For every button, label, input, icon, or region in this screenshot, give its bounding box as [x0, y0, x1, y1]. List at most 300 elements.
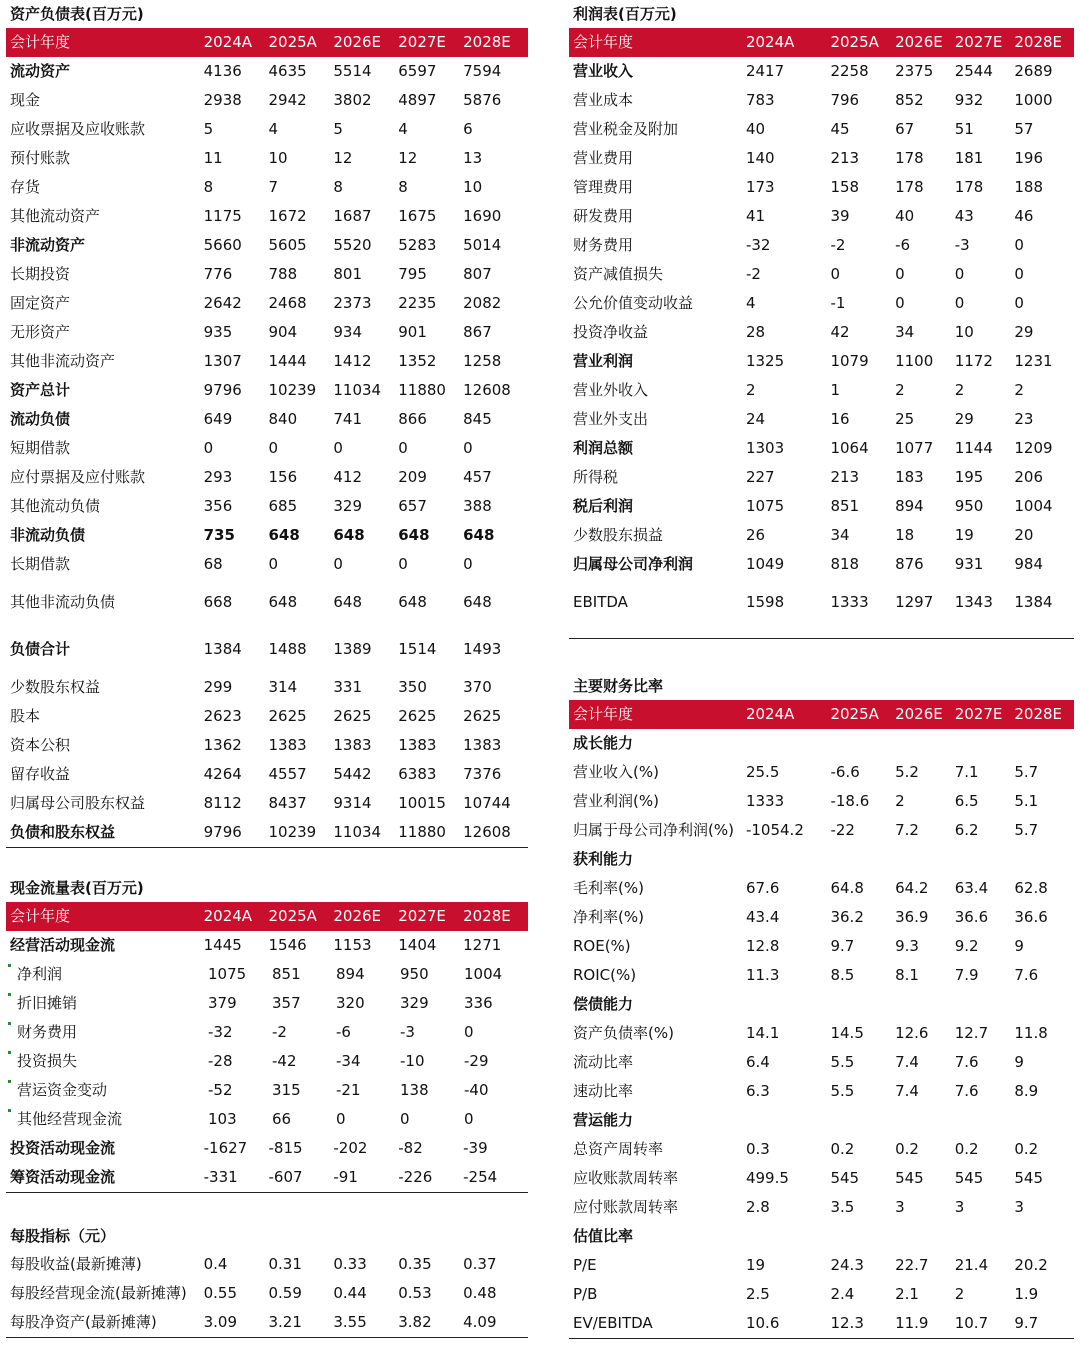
table-row — [569, 1280, 1074, 1309]
cell-value: 5 — [203, 120, 214, 138]
cell-value: 499.5 — [745, 1169, 789, 1187]
cell-value: 741 — [333, 410, 363, 428]
header-year: 2025A — [268, 907, 317, 925]
cell-value: 2689 — [1014, 62, 1053, 80]
cell-value: 3 — [954, 1198, 965, 1216]
cell-value: 350 — [398, 678, 427, 696]
cell-value: 2625 — [333, 707, 372, 725]
cell-value: 0.33 — [333, 1255, 367, 1273]
cell-value: 648 — [463, 593, 492, 611]
row-label: 非流动资产 — [10, 236, 86, 254]
row-label: 净利率(%) — [573, 908, 644, 926]
row-label: 应收账款周转率 — [573, 1169, 679, 1187]
cell-value: 1383 — [333, 736, 372, 754]
cell-value: 2.4 — [830, 1285, 855, 1303]
cell-value: 0.48 — [463, 1284, 497, 1302]
cell-value: 4 — [745, 294, 756, 312]
cell-value: 43.4 — [745, 908, 780, 926]
cell-value: 41 — [745, 207, 766, 225]
table-row — [6, 818, 528, 848]
cell-value: 545 — [895, 1169, 924, 1187]
cell-value: 1546 — [268, 936, 307, 954]
per-share-title: 每股指标（元） — [10, 1227, 116, 1245]
cell-value: 12.6 — [895, 1024, 929, 1042]
table-row — [6, 173, 528, 202]
table-row — [6, 434, 528, 463]
cell-value: 173 — [745, 178, 775, 196]
table-row — [6, 86, 528, 115]
cell-value: -32 — [208, 1023, 233, 1041]
cell-value: 22.7 — [895, 1256, 929, 1274]
row-label: 其他流动资产 — [10, 207, 101, 225]
table-row — [569, 1135, 1074, 1164]
cell-value: 10 — [268, 149, 288, 167]
table-row — [6, 1076, 528, 1105]
row-label: 资产总计 — [10, 381, 71, 399]
cell-value: 6597 — [398, 62, 437, 80]
cell-value: 10 — [954, 323, 974, 341]
cell-value: 894 — [336, 965, 365, 983]
cell-value: 6.3 — [745, 1082, 770, 1100]
cell-value: 18 — [895, 526, 915, 544]
cell-value: -52 — [208, 1081, 233, 1099]
cell-value: 21.4 — [954, 1256, 989, 1274]
cell-value: 1383 — [268, 736, 307, 754]
cell-value: 3.21 — [268, 1313, 302, 1331]
cell-value: 11.9 — [895, 1314, 929, 1332]
cell-value: -2 — [745, 265, 761, 283]
cell-value: 6.5 — [954, 792, 979, 810]
cell-value: 935 — [203, 323, 233, 341]
cell-value: 648 — [268, 526, 300, 544]
cell-value: 735 — [203, 526, 235, 544]
cell-value: 9.2 — [954, 937, 979, 955]
table-row — [569, 434, 1074, 463]
cell-value: 1258 — [463, 352, 502, 370]
cell-value: 0.2 — [895, 1140, 919, 1158]
cell-value: -1627 — [203, 1139, 248, 1157]
header-year: 2027E — [954, 705, 1003, 723]
cell-value: 4635 — [268, 62, 307, 80]
row-label: 营业成本 — [573, 91, 634, 109]
cell-value: 5514 — [333, 62, 372, 80]
cell-value: 23 — [1014, 410, 1034, 428]
table-row — [569, 57, 1074, 86]
cell-value: 7.2 — [895, 821, 919, 839]
cell-value: 2623 — [203, 707, 242, 725]
balance-sheet-panel — [6, 0, 528, 848]
ratios-panel — [569, 672, 1074, 1339]
cell-value: 11034 — [333, 381, 382, 399]
cell-value: 2235 — [398, 294, 437, 312]
cell-value: 0 — [333, 555, 343, 573]
cell-value: 1144 — [954, 439, 993, 457]
cell-value: 1687 — [333, 207, 372, 225]
row-label: 经营活动现金流 — [10, 936, 116, 954]
table-row — [6, 1047, 528, 1076]
cell-value: 336 — [464, 994, 493, 1012]
cell-value: 845 — [463, 410, 492, 428]
cell-value: 158 — [830, 178, 860, 196]
table-row — [6, 579, 528, 626]
row-label: 营业利润 — [573, 352, 634, 370]
cell-value: 1271 — [463, 936, 502, 954]
row-label: 管理费用 — [573, 178, 634, 196]
row-label: 其他经营现金流 — [6, 1105, 208, 1134]
cell-value: 2082 — [463, 294, 502, 312]
cell-value: 12.8 — [745, 937, 780, 955]
cell-value: 0.44 — [333, 1284, 367, 1302]
cell-value: 2258 — [830, 62, 869, 80]
cell-value: 7 — [268, 178, 279, 196]
cell-value: -331 — [203, 1168, 238, 1186]
row-label: 偿债能力 — [573, 995, 634, 1013]
cell-value: 894 — [895, 497, 924, 515]
ratios-title: 主要财务比率 — [573, 677, 664, 695]
row-label: 无形资产 — [10, 323, 71, 341]
cell-value: 0 — [463, 555, 473, 573]
cell-value: 1307 — [203, 352, 242, 370]
cell-value: 0 — [954, 294, 965, 312]
row-label: 存货 — [10, 178, 41, 196]
header-year: 2028E — [1014, 705, 1063, 723]
cell-value: 685 — [268, 497, 298, 515]
income-statement-header — [569, 28, 1074, 57]
cell-value: 8 — [333, 178, 343, 196]
table-row — [6, 202, 528, 231]
cell-value: -10 — [400, 1052, 425, 1070]
cell-value: -202 — [333, 1139, 368, 1157]
cell-value: 3.55 — [333, 1313, 367, 1331]
cell-value: 796 — [830, 91, 860, 109]
cell-value: 795 — [398, 265, 427, 283]
row-label: 营业利润(%) — [573, 792, 659, 810]
header-year: 2028E — [1014, 33, 1063, 51]
cell-value: 183 — [895, 468, 924, 486]
cell-value: 545 — [954, 1169, 984, 1187]
cell-value: 7376 — [463, 765, 502, 783]
cell-value: 57 — [1014, 120, 1034, 138]
cell-value: 851 — [830, 497, 860, 515]
row-label: 研发费用 — [573, 207, 634, 225]
cell-value: 320 — [336, 994, 365, 1012]
cell-value: 0 — [1014, 265, 1024, 283]
balance-sheet-title: 资产负债表(百万元) — [10, 5, 144, 23]
table-row — [569, 202, 1074, 231]
cell-value: 45 — [830, 120, 850, 138]
row-label: 营业收入 — [573, 62, 634, 80]
cell-value: 1303 — [745, 439, 785, 457]
cell-value: 20 — [1014, 526, 1034, 544]
table-row — [6, 1250, 528, 1279]
table-row — [569, 787, 1074, 816]
row-label: 非流动负债 — [10, 526, 86, 544]
cell-value: 1 — [830, 381, 841, 399]
table-row — [6, 376, 528, 405]
cell-value: 2.8 — [745, 1198, 770, 1216]
row-label: 营业费用 — [573, 149, 634, 167]
cell-value: 11034 — [333, 823, 382, 841]
header-year: 2028E — [463, 907, 511, 925]
cell-value: 5605 — [268, 236, 307, 254]
cell-value: 329 — [400, 994, 429, 1012]
table-row — [6, 57, 528, 86]
cell-value: 314 — [268, 678, 298, 696]
cell-value: 10239 — [268, 381, 317, 399]
cell-value: 379 — [208, 994, 237, 1012]
cell-value: 51 — [954, 120, 974, 138]
cell-value: 4897 — [398, 91, 437, 109]
row-label: 税后利润 — [573, 497, 634, 515]
cell-value: 1514 — [398, 640, 437, 658]
row-label: 应付票据及应付账款 — [10, 468, 146, 486]
cell-value: 2.5 — [745, 1285, 770, 1303]
cell-value: -21 — [336, 1081, 361, 1099]
cell-value: 9314 — [333, 794, 372, 812]
cell-value: 12.3 — [830, 1314, 864, 1332]
cell-value: 5.5 — [830, 1082, 855, 1100]
row-label: 获利能力 — [573, 850, 634, 868]
cell-value: 648 — [398, 526, 430, 544]
cell-value: -6.6 — [830, 763, 860, 781]
cell-value: 0 — [333, 439, 343, 457]
table-row — [569, 990, 1074, 1019]
cell-value: 1384 — [203, 640, 242, 658]
cell-value: 3.09 — [203, 1313, 238, 1331]
cell-value: 28 — [745, 323, 766, 341]
row-label: 流动资产 — [10, 62, 71, 80]
row-label: 资产负债率(%) — [573, 1024, 674, 1042]
cell-value: 5.7 — [1014, 763, 1039, 781]
cell-value: 10239 — [268, 823, 317, 841]
cell-value: 0.3 — [745, 1140, 770, 1158]
cell-value: 648 — [268, 593, 298, 611]
cell-value: 39 — [830, 207, 850, 225]
cell-value: 851 — [272, 965, 301, 983]
cell-value: 62.8 — [1014, 879, 1048, 897]
table-row — [569, 874, 1074, 903]
cell-value: 0.2 — [954, 1140, 979, 1158]
cell-value: 1075 — [208, 965, 247, 983]
cell-value: 24 — [745, 410, 766, 428]
cell-value: 227 — [745, 468, 775, 486]
cell-value: -39 — [463, 1139, 488, 1157]
cash-flow-title: 现金流量表(百万元) — [10, 879, 144, 897]
cell-value: 9.3 — [895, 937, 919, 955]
header-year: 2025A — [830, 33, 879, 51]
cell-value: 64.2 — [895, 879, 929, 897]
cell-value: 1672 — [268, 207, 307, 225]
cell-value: 213 — [830, 468, 860, 486]
cell-value: 2417 — [745, 62, 785, 80]
cell-value: 5.5 — [830, 1053, 855, 1071]
cell-value: 1209 — [1014, 439, 1053, 457]
cell-value: 3 — [895, 1198, 905, 1216]
cell-value: 140 — [745, 149, 775, 167]
row-label: 固定资产 — [10, 294, 71, 312]
table-row — [6, 673, 528, 702]
cell-value: -28 — [208, 1052, 233, 1070]
row-label: 公允价值变动收益 — [573, 294, 694, 312]
row-label: 归属母公司净利润 — [573, 555, 694, 573]
cell-value: 852 — [895, 91, 924, 109]
cell-value: 16 — [830, 410, 850, 428]
row-label: 现金 — [10, 91, 41, 109]
cell-value: 195 — [954, 468, 984, 486]
cell-value: 10015 — [398, 794, 446, 812]
table-row — [6, 1279, 528, 1308]
header-year: 2024A — [203, 33, 253, 51]
cell-value: 7.4 — [895, 1082, 919, 1100]
cell-value: 0 — [1014, 294, 1024, 312]
cell-value: 1004 — [464, 965, 503, 983]
table-row — [6, 144, 528, 173]
cell-value: -18.6 — [830, 792, 870, 810]
table-row — [6, 463, 528, 492]
row-label: 折旧摊销 — [6, 989, 208, 1018]
cell-value: 138 — [400, 1081, 429, 1099]
cell-value: 783 — [745, 91, 775, 109]
cell-value: 1444 — [268, 352, 307, 370]
cell-value: 2.1 — [895, 1285, 919, 1303]
table-row — [569, 961, 1074, 990]
table-row — [569, 1077, 1074, 1106]
cell-value: 0 — [398, 555, 408, 573]
cell-value: 0.59 — [268, 1284, 302, 1302]
cell-value: 20.2 — [1014, 1256, 1048, 1274]
cell-value: 1175 — [203, 207, 242, 225]
cell-value: 9 — [1014, 1053, 1024, 1071]
row-label: 筹资活动现金流 — [10, 1168, 116, 1186]
cell-value: 867 — [463, 323, 492, 341]
per-share-body — [6, 1250, 528, 1338]
row-label: 每股经营现金流(最新摊薄) — [10, 1284, 187, 1302]
cell-value: 1049 — [745, 555, 785, 573]
cell-value: 8112 — [203, 794, 242, 812]
header-year: 2027E — [398, 33, 446, 51]
balance-sheet-body — [6, 57, 528, 848]
table-row — [569, 289, 1074, 318]
cell-value: 840 — [268, 410, 298, 428]
cell-value: 1383 — [398, 736, 437, 754]
header-year: 2027E — [954, 33, 1003, 51]
cell-value: 4557 — [268, 765, 307, 783]
ratios-header — [569, 700, 1074, 729]
cell-value: 0 — [895, 294, 905, 312]
row-label: 每股净资产(最新摊薄) — [10, 1313, 157, 1331]
cell-value: 11.8 — [1014, 1024, 1048, 1042]
cell-value: 0.4 — [203, 1255, 228, 1273]
cell-value: 40 — [745, 120, 766, 138]
cell-value: -1 — [830, 294, 846, 312]
cell-value: 950 — [954, 497, 984, 515]
cell-value: 1172 — [954, 352, 993, 370]
table-row — [6, 260, 528, 289]
cell-value: 5442 — [333, 765, 372, 783]
cell-value: 0 — [268, 555, 279, 573]
cell-value: 1343 — [954, 593, 993, 611]
cell-value: 5283 — [398, 236, 437, 254]
cell-value: -2 — [272, 1023, 287, 1041]
cell-value: 2375 — [895, 62, 934, 80]
cell-value: -607 — [268, 1168, 303, 1186]
cell-value: 0 — [400, 1110, 410, 1128]
row-label: 营业收入(%) — [573, 763, 659, 781]
cell-value: 329 — [333, 497, 363, 515]
cell-value: 866 — [398, 410, 427, 428]
row-label: 短期借款 — [10, 439, 71, 457]
cell-value: 5.2 — [895, 763, 919, 781]
table-row — [569, 1019, 1074, 1048]
cell-value: 0 — [336, 1110, 346, 1128]
row-label: 财务费用 — [6, 1018, 208, 1047]
cell-value: 1000 — [1014, 91, 1053, 109]
table-row — [569, 550, 1074, 579]
row-label: 所得税 — [573, 468, 619, 486]
cell-value: 26 — [745, 526, 766, 544]
cell-value: 4 — [398, 120, 408, 138]
table-row — [569, 903, 1074, 932]
cell-value: 357 — [272, 994, 301, 1012]
table-row — [6, 289, 528, 318]
cell-value: 1075 — [745, 497, 785, 515]
row-label: P/E — [573, 1256, 597, 1274]
cell-value: 6383 — [398, 765, 437, 783]
header-year: 2028E — [463, 33, 511, 51]
table-row — [6, 731, 528, 760]
cell-value: 1297 — [895, 593, 934, 611]
table-row — [6, 1308, 528, 1338]
table-row — [569, 758, 1074, 787]
cell-value: 12 — [398, 149, 418, 167]
table-row — [569, 376, 1074, 405]
cell-value: 0.2 — [1014, 1140, 1039, 1158]
header-year: 2026E — [333, 33, 382, 51]
cell-value: 8.9 — [1014, 1082, 1039, 1100]
cell-value: 66 — [272, 1110, 292, 1128]
row-label: 营业税金及附加 — [573, 120, 679, 138]
cell-value: 934 — [333, 323, 363, 341]
cell-value: 0 — [464, 1110, 474, 1128]
table-row — [569, 405, 1074, 434]
cell-value: 1100 — [895, 352, 934, 370]
header-label: 会计年度 — [10, 907, 71, 925]
cell-value: 8 — [203, 178, 214, 196]
row-label: 归属母公司股东权益 — [10, 794, 146, 812]
row-label: 股本 — [10, 707, 41, 725]
cell-value: 42 — [830, 323, 850, 341]
cell-value: -6 — [336, 1023, 351, 1041]
row-label: 其他非流动资产 — [10, 352, 116, 370]
cell-value: 1493 — [463, 640, 502, 658]
cell-value: 2 — [954, 1285, 965, 1303]
cell-value: 7594 — [463, 62, 502, 80]
header-year: 2027E — [398, 907, 446, 925]
income-statement-panel — [569, 0, 1074, 639]
cell-value: 2942 — [268, 91, 307, 109]
table-row — [6, 989, 528, 1018]
table-row — [569, 1164, 1074, 1193]
row-label: 留存收益 — [10, 765, 71, 783]
cell-value: -40 — [464, 1081, 489, 1099]
cell-value: 1412 — [333, 352, 372, 370]
cell-value: -254 — [463, 1168, 498, 1186]
cell-value: 3 — [1014, 1198, 1024, 1216]
cell-value: 1675 — [398, 207, 437, 225]
row-label: 营业外收入 — [573, 381, 649, 399]
cell-value: 2 — [1014, 381, 1024, 399]
cell-value: 299 — [203, 678, 233, 696]
